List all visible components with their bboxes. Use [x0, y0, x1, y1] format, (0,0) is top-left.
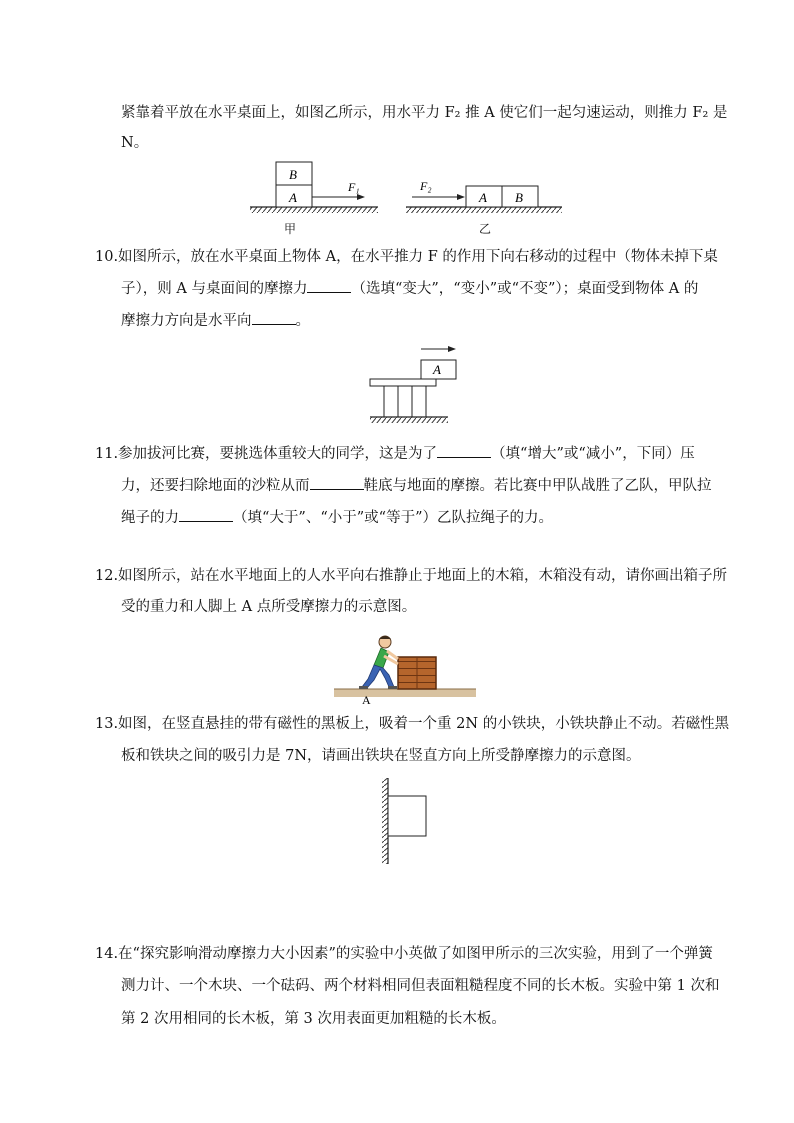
answer-blank[interactable]	[252, 310, 296, 325]
q10-line-3-a: 摩擦力方向是水平向	[121, 313, 252, 329]
force-label-f2: F₂	[420, 179, 432, 193]
q10-line-2-a: 子），则 A 与桌面间的摩擦力	[121, 281, 308, 297]
figure-q10-table	[366, 340, 466, 426]
q10-line-3-b: 。	[295, 313, 310, 329]
iron-block	[388, 796, 426, 836]
figure-q12-push	[334, 627, 476, 707]
q11-line-3-a: 绳子的力	[121, 510, 179, 526]
q9-line-2: N。	[121, 135, 149, 151]
q12-line-1: 12.如图所示，站在水平地面上的人水平向右推静止于地面上的木箱，木箱没有动，请你画出箱子所	[95, 568, 728, 584]
q11-line-3	[121, 507, 553, 528]
answer-blank[interactable]	[437, 443, 491, 458]
q14-line-2: 测力计、一个木块、一个砝码、两个材料相同但表面粗糙程度不同的长木板。实验中第 1 次和	[121, 978, 720, 994]
q11-line-1-a: 11.参加拔河比赛，要挑选体重较大的同学，这是为了	[95, 446, 438, 462]
figure-yi	[404, 174, 564, 220]
force-label-f1: F₁	[348, 180, 360, 194]
q10-line-1: 10.如图所示，放在水平桌面上物体 A，在水平推力 F 的作用下向右移动的过程中（物体未掉下桌	[95, 249, 718, 265]
label-a: A	[289, 190, 297, 205]
figure-jia	[248, 158, 384, 220]
label-a: A	[479, 190, 487, 205]
floor	[334, 689, 476, 697]
q14-line-1: 14.在“探究影响滑动摩擦力大小因素”的实验中小英做了如图甲所示的三次实验，用到了一个弹簧	[95, 946, 713, 962]
point-a-label: A	[362, 693, 371, 707]
q9-line-1: 紧靠着平放在水平桌面上，如图乙所示，用水平力 F₂ 推 A 使它们一起匀速运动，则推力 F₂ 是	[121, 105, 728, 121]
label-b: B	[289, 167, 297, 182]
q10-line-2-b: （选填“变大”，“变小”或“不变”）；桌面受到物体 A 的	[351, 281, 699, 297]
label-a: A	[433, 362, 441, 377]
q12-line-2: 受的重力和人脚上 A 点所受摩擦力的示意图。	[121, 599, 417, 615]
q11-line-1-b: （填“增大”或“减小”，下同）压	[491, 446, 695, 462]
q11-line-1	[95, 443, 695, 464]
q13-line-1: 13.如图，在竖直悬挂的带有磁性的黑板上，吸着一个重 2N 的小铁块，小铁块静止不动。若磁性黑	[95, 716, 730, 732]
arrow-icon	[457, 194, 465, 200]
q11-line-2	[121, 475, 712, 496]
arrow-icon	[357, 194, 365, 200]
arrow-icon	[448, 346, 456, 352]
q11-line-2-a: 力，还要扫除地面的沙粒从而	[121, 478, 310, 494]
caption-yi: 乙	[479, 222, 492, 236]
answer-blank[interactable]	[307, 278, 351, 293]
q11-line-3-b: （填“大于”、“小于”或“等于”）乙队拉绳子的力。	[233, 510, 553, 526]
figure-q13-board	[378, 776, 434, 868]
caption-jia: 甲	[284, 222, 297, 236]
answer-blank[interactable]	[179, 507, 233, 522]
label-b: B	[515, 190, 523, 205]
person-legs	[362, 665, 394, 688]
q10-line-3	[121, 310, 310, 331]
table-top	[370, 379, 436, 386]
answer-blank[interactable]	[310, 475, 364, 490]
q10-line-2	[121, 278, 698, 299]
q11-line-2-b: 鞋底与地面的摩擦。若比赛中甲队战胜了乙队，甲队拉	[363, 478, 712, 494]
q13-line-2: 板和铁块之间的吸引力是 7N，请画出铁块在竖直方向上所受静摩擦力的示意图。	[121, 748, 641, 764]
q14-line-3: 第 2 次用相同的长木板，第 3 次用表面更加粗糙的长木板。	[121, 1011, 506, 1027]
